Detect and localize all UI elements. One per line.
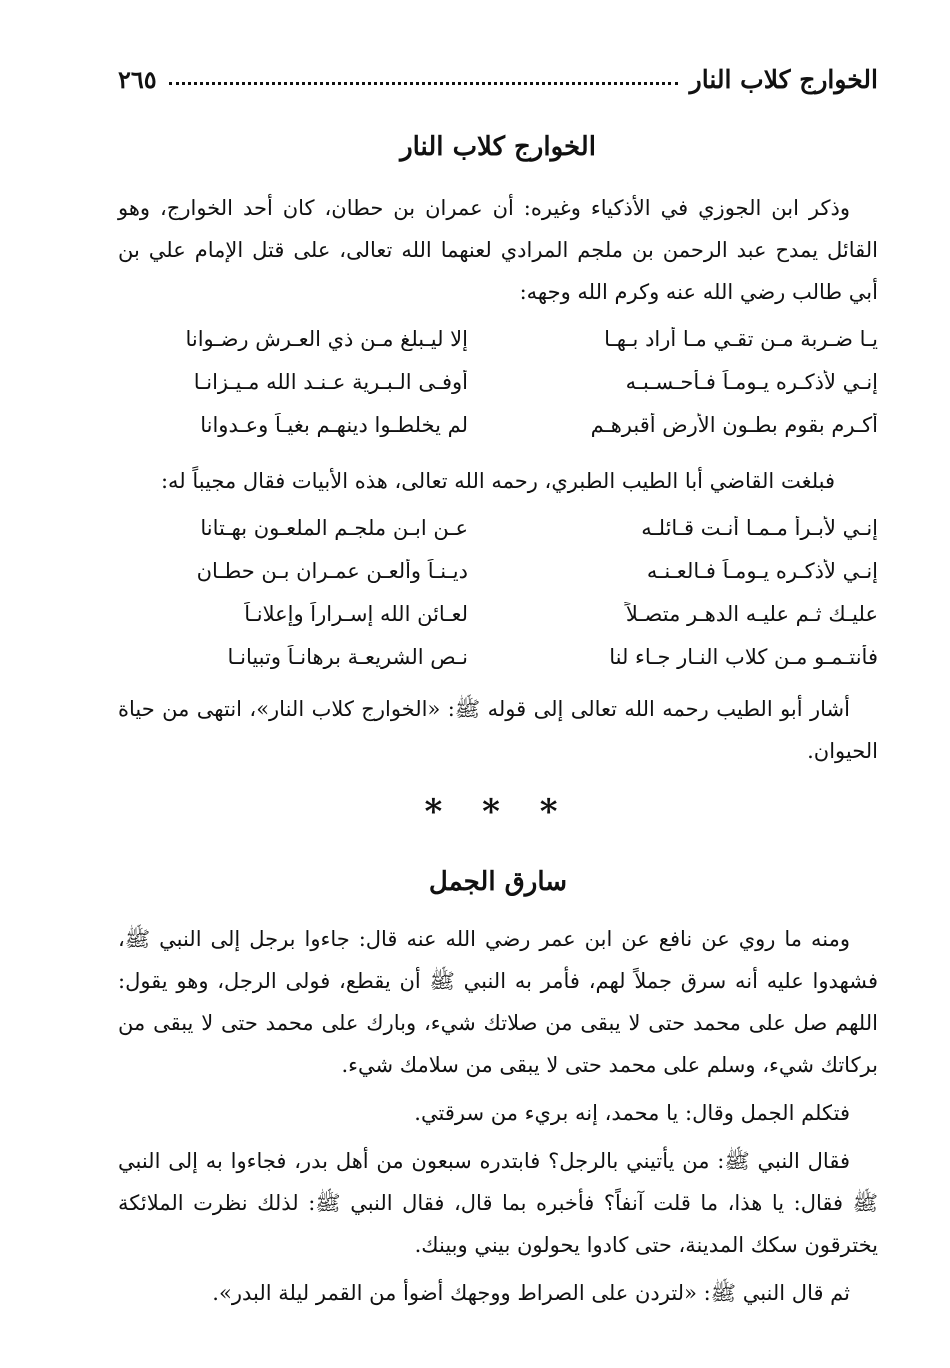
verse-second-hemistich: لعـائن الله إسـراراً وإعلانـاً <box>244 601 468 626</box>
poem-1 <box>118 317 878 446</box>
verse-first-hemistich: إنـي لأذكـره يـومـاً فـالعـنـه <box>646 558 878 583</box>
book-page <box>118 55 878 1314</box>
section-separator: * * * <box>424 792 572 832</box>
verse-second-hemistich: نـص الشريعـة برهانـاً وتبيانـا <box>227 644 468 669</box>
page-number: ٢٦٥ <box>118 64 157 94</box>
running-header <box>118 55 878 103</box>
verse-row <box>118 506 878 549</box>
section-title-camel-thief: سارق الجمل <box>428 867 568 897</box>
verse-row <box>118 635 878 678</box>
verse-first-hemistich: إنـي لأبـرأ مـمـا أنـت قـائلـه <box>641 515 878 540</box>
paragraph: أشار أبو الطيب رحمه الله تعالى إلى قوله ﷺ: «الخوارج كلاب النار»، انتهى من حياة الحيوان. <box>118 697 878 763</box>
verse-second-hemistich: أوفـى الـبـرية عـنـد الله مـيـزانـا <box>193 369 468 394</box>
verse-second-hemistich: إلا ليـبلغ مـن ذي العـرش رضـوانا <box>185 326 468 351</box>
paragraph: ثم قال النبي ﷺ: «لتردن على الصراط ووجهك أضوأ من القمر ليلة البدر». <box>212 1281 850 1305</box>
verse-second-hemistich: عـن ابـن ملجـم الملعـون بهـتانا <box>200 515 468 540</box>
verse-first-hemistich: فأنتـمـو مـن كلاب النـار جـاء لنا <box>609 644 878 669</box>
verse-first-hemistich: يـا ضـربة مـن تقـي مـا أراد بـهـا <box>604 326 878 351</box>
verse-first-hemistich: عليـك ثـم عليـه الدهـر متصـلاً <box>625 601 878 626</box>
verse-first-hemistich: إنـي لأذكـره يـومـاً فـأحـسـبـه <box>625 369 878 394</box>
paragraph: وذكر ابن الجوزي في الأذكياء وغيره: أن عمران بن حطان، كان أحد الخوارج، وهو القائل يمدح عبد الرحمن بن ملجم المرادي لعنهما الله تعالى، على قتل الإمام علي بن أبي طالب رضي الله عنه وكرم الله وجهه: <box>118 196 878 304</box>
paragraph: فتكلم الجمل وقال: يا محمد، إنه بريء من سرقتي. <box>414 1101 850 1125</box>
poem-2 <box>118 506 878 678</box>
verse-row <box>118 360 878 403</box>
paragraph: فقال النبي ﷺ: من يأتيني بالرجل؟ فابتدره سبعون من أهل بدر، فجاءوا به إلى النبي ﷺ فقال: يا هذا، ما قلت آنفاً؟ فأخبره بما قال، فقال النبي ﷺ: لذلك نظرت الملائكة يخترقون سكك المدينة، حتى كادوا يحولون بيني وبينك. <box>118 1149 878 1257</box>
verse-row <box>118 317 878 360</box>
verse-row <box>118 549 878 592</box>
running-title: الخوارج كلاب النار <box>689 64 878 94</box>
paragraph: ومنه ما روي عن نافع عن ابن عمر رضي الله عنه قال: جاءوا برجل إلى النبي ﷺ، فشهدوا عليه أنه سرق جملاً لهم، فأمر به النبي ﷺ أن يقطع، فولى الرجل، وهو يقول: اللهم صل على محمد حتى لا يبقى من صلاتك شيء، وبارك على محمد حتى لا يبقى من بركاتك شيء، وسلم على محمد حتى لا يبقى من سلامك شيء. <box>118 927 878 1077</box>
verse-row <box>118 403 878 446</box>
section-title-khawarij: الخوارج كلاب النار <box>400 132 596 162</box>
poem-intro: فبلغت القاضي أبا الطيب الطبري، رحمه الله تعالى، هذه الأبيات فقال مجيباً له: <box>160 469 836 493</box>
header-dot-leader <box>169 82 678 85</box>
verse-second-hemistich: لم يخلطـوا دينهـم بغيـاً وعـدوانا <box>200 412 468 437</box>
verse-first-hemistich: أكـرم بقوم بطـون الأرض أقبرهـم <box>590 412 878 437</box>
verse-row <box>118 592 878 635</box>
verse-second-hemistich: ديـنـاً وألعـن عمـران بـن حطـان <box>196 558 468 583</box>
